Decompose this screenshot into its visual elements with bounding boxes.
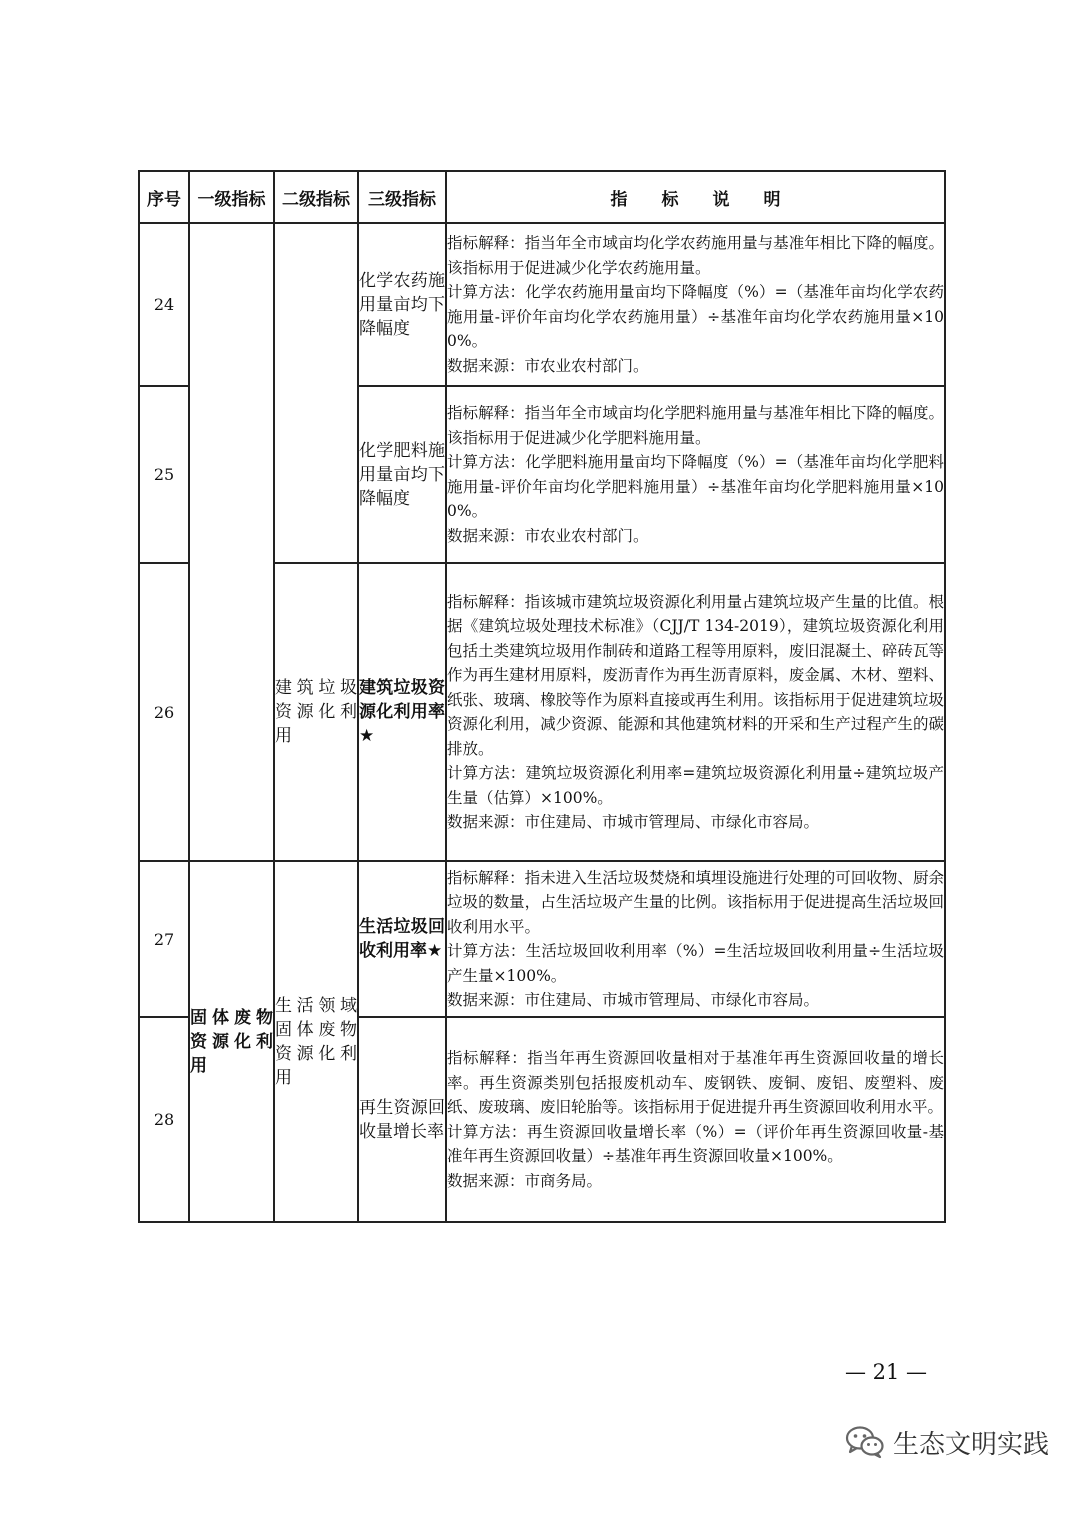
level2-cell-lower: 生活领域固体废物资源化利用 xyxy=(274,861,358,1222)
row-level3: 再生资源回收量增长率 xyxy=(358,1017,446,1222)
row-desc xyxy=(446,386,945,563)
desc-paragraph: 指标解释：指当年全市域亩均化学农药施用量与基准年相比下降的幅度。该指标用于促进减少化学农药施用量。 计算方法：化学农药施用量亩均下降幅度（%）=（基准年亩均化学农药施用量-评价年亩均化学农药施用量）÷基准年亩均化学农药施用量×100%。 数据来源：市农业农村部门。 xyxy=(447,234,944,375)
level1-cell-lower: 固体废物资源化利用 xyxy=(189,861,274,1222)
table-row xyxy=(139,861,945,1017)
header-level3: 三级指标 xyxy=(358,171,446,223)
level1-cell-upper xyxy=(189,223,274,861)
desc-paragraph: 指标解释：指当年全市域亩均化学肥料施用量与基准年相比下降的幅度。该指标用于促进减少化学肥料施用量。 计算方法：化学肥料施用量亩均下降幅度（%）=（基准年亩均化学肥料施用量-评价年亩均化学肥料施用量）÷基准年亩均化学肥料施用量×100%。 数据来源：市农业农村部门。 xyxy=(447,404,944,545)
row-seq: 26 xyxy=(139,563,189,861)
row-desc xyxy=(446,1017,945,1222)
row-seq: 28 xyxy=(139,1017,189,1222)
row-seq: 27 xyxy=(139,861,189,1017)
level2-cell-upper xyxy=(274,223,358,563)
watermark-text: 生态文明实践 xyxy=(893,1429,1050,1460)
row-seq: 25 xyxy=(139,386,189,563)
table-row xyxy=(139,223,945,386)
row-desc xyxy=(446,223,945,386)
table-header-row xyxy=(139,171,945,223)
desc-paragraph: 指标解释：指当年再生资源回收量相对于基准年再生资源回收量的增长率。再生资源类别包括报废机动车、废钢铁、废铜、废铝、废塑料、废纸、废玻璃、废旧轮胎等。该指标用于促进提升再生资源回收利用水平。 计算方法：再生资源回收量增长率（%）=（评价年再生资源回收量-基准年再生资源回收量）÷基准年再生资源回收量×100%。 数据来源：市商务局。 xyxy=(447,1049,944,1190)
row-seq: 24 xyxy=(139,223,189,386)
indicator-table xyxy=(138,170,946,1223)
header-desc: 指 标 说 明 xyxy=(446,171,945,223)
row-level3: 建筑垃圾资源化利用率★ xyxy=(358,563,446,861)
header-level1: 一级指标 xyxy=(189,171,274,223)
header-level2: 二级指标 xyxy=(274,171,358,223)
row-level3: 化学农药施用量亩均下降幅度 xyxy=(358,223,446,386)
wechat-icon xyxy=(845,1425,885,1459)
row-desc xyxy=(446,563,945,861)
row-desc xyxy=(446,861,945,1017)
desc-paragraph: 指标解释：指该城市建筑垃圾资源化利用量占建筑垃圾产生量的比值。根据《建筑垃圾处理技术标准》（CJJ/T 134-2019），建筑垃圾资源化利用包括土类建筑垃圾用作制砖和道路工程等用原料，废旧混凝土、碎砖瓦等作为再生建材用原料，废沥青作为再生沥青原料，废金属、木材、塑料、纸张、玻璃、橡胶等作为原料直接或再生利用。该指标用于促进建筑垃圾资源化利用，减少资源、能源和其他建筑材料的开采和生产过程产生的碳排放。 计算方法：建筑垃圾资源化利用率=建筑垃圾资源化利用量÷建筑垃圾产生量（估算）×100%。 数据来源：市住建局、市城市管理局、市绿化市容局。 xyxy=(447,592,944,831)
row-level3: 生活垃圾回收利用率★ xyxy=(358,861,446,1017)
row-level2: 建筑垃圾资源化利用 xyxy=(274,563,358,861)
desc-paragraph: 指标解释：指未进入生活垃圾焚烧和填埋设施进行处理的可回收物、厨余垃圾的数量，占生活垃圾产生量的比例。该指标用于促进提高生活垃圾回收利用水平。 计算方法：生活垃圾回收利用率（%）=生活垃圾回收利用量÷生活垃圾产生量×100%。 数据来源：市住建局、市城市管理局、市绿化市容局。 xyxy=(447,868,944,1009)
row-level3: 化学肥料施用量亩均下降幅度 xyxy=(358,386,446,563)
header-seq: 序号 xyxy=(139,171,189,223)
watermark xyxy=(845,1420,1049,1464)
page-number: — 21 — xyxy=(844,1360,928,1384)
